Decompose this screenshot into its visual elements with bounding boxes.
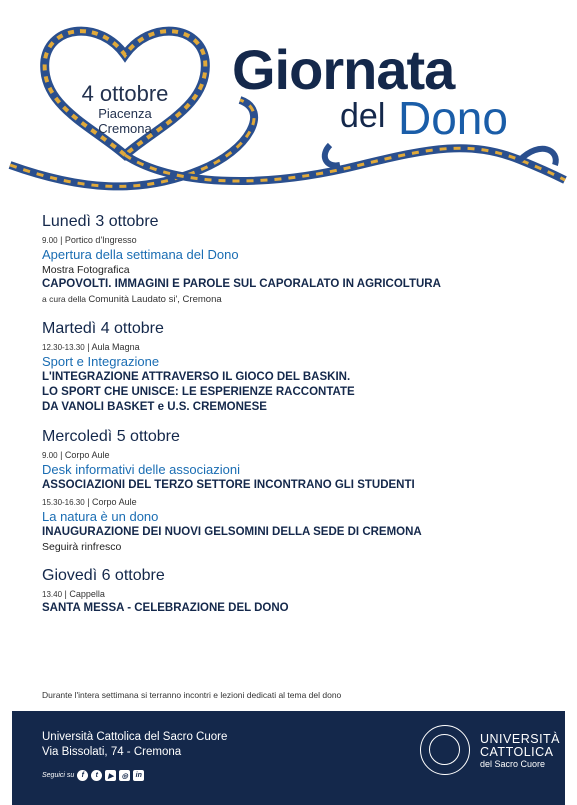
logo-line3: del Sacro Cuore [480,759,546,769]
day-title: Giovedì 6 ottobre [42,567,165,584]
university-logo [480,733,560,770]
day-tuesday [42,319,542,415]
week-note: Durante l'intera settimana si terranno incontri e lezioni dedicati al tema del dono [42,690,342,700]
university-seal-icon [420,725,470,775]
seal-inner [429,734,460,765]
heart-label [55,82,195,136]
day-wednesday [42,427,542,554]
event-meta: 13.40 | Cappella [42,589,105,599]
event-meta: 12.30-13.30 | Aula Magna [42,342,140,352]
event-desc-line: L'INTEGRAZIONE ATTRAVERSO IL GIOCO DEL BASKIN. [42,371,351,383]
twitter-icon[interactable]: t [91,770,102,781]
event-topic: Sport e Integrazione [42,354,160,369]
university-name: Università Cattolica del Sacro Cuore [42,731,228,743]
event-date: 4 ottobre [81,81,169,106]
follow-label: Seguici su [42,772,75,779]
event-desc-line: LO SPORT CHE UNISCE: LE ESPERIENZE RACCONTATE [42,386,355,398]
header [0,0,577,200]
event-place: Aula Magna [91,342,140,352]
event-time: 12.30-13.30 [42,343,85,352]
event-sub: Mostra Fotografica [42,264,130,276]
event-place: Corpo Aule [92,497,137,507]
event [42,449,542,493]
event-desc: CAPOVOLTI. IMMAGINI E PAROLE SUL CAPORALATO IN AGRICOLTURA [42,278,441,290]
title-del: del [340,97,386,135]
logo-line2: CATTOLICA [480,745,554,759]
social-links [42,770,144,781]
event-desc: ASSOCIAZIONI DEL TERZO SETTORE INCONTRANO GLI STUDENTI [42,479,415,491]
youtube-icon[interactable]: ▶ [105,770,116,781]
day-title: Martedì 4 ottobre [42,320,164,337]
footer [12,711,565,805]
event-time: 9.00 [42,236,58,245]
linkedin-icon[interactable]: in [133,770,144,781]
event-meta: 9.00 | Portico d'Ingresso [42,235,137,245]
day-title: Lunedì 3 ottobre [42,213,159,230]
event-topic: La natura è un dono [42,509,159,524]
event-topic: Apertura della settimana del Dono [42,247,239,262]
event-place: Portico d'Ingresso [64,235,137,245]
event-sub: Seguirà rinfresco [42,541,122,553]
event-time: 9.00 [42,451,58,460]
university-street: Via Bissolati, 74 - Cremona [42,746,182,758]
program [42,212,542,628]
city-cremona: Cremona [98,121,152,136]
instagram-icon[interactable]: ◎ [119,770,130,781]
event-topic: Desk informativi delle associazioni [42,462,240,477]
day-title: Mercoledì 5 ottobre [42,428,180,445]
day-monday [42,212,542,307]
event-place: Corpo Aule [64,450,110,460]
day-thursday [42,566,542,616]
event [42,496,542,554]
facebook-icon[interactable]: f [77,770,88,781]
logo-line1: UNIVERSITÀ [480,732,561,746]
title-dono: Dono [398,92,508,144]
event-time: 15.30-16.30 [42,498,85,507]
event-place: Cappella [69,589,105,599]
event-desc-line: DA VANOLI BASKET e U.S. CREMONESE [42,401,267,413]
event-meta: 15.30-16.30 | Corpo Aule [42,497,137,507]
event-meta: 9.00 | Corpo Aule [42,450,110,460]
credit-name: Comunità Laudato si', Cremona [88,294,222,305]
credit-prefix: a cura della [42,294,86,304]
city-piacenza: Piacenza [98,106,152,121]
event-desc: INAUGURAZIONE DEI NUOVI GELSOMINI DELLA SEDE DI CREMONA [42,526,422,538]
university-address [42,730,227,760]
event-desc: SANTA MESSA - CELEBRAZIONE DEL DONO [42,602,289,614]
event-time: 13.40 [42,590,63,599]
event-credit [42,292,542,307]
title-giornata: Giornata [232,38,455,101]
